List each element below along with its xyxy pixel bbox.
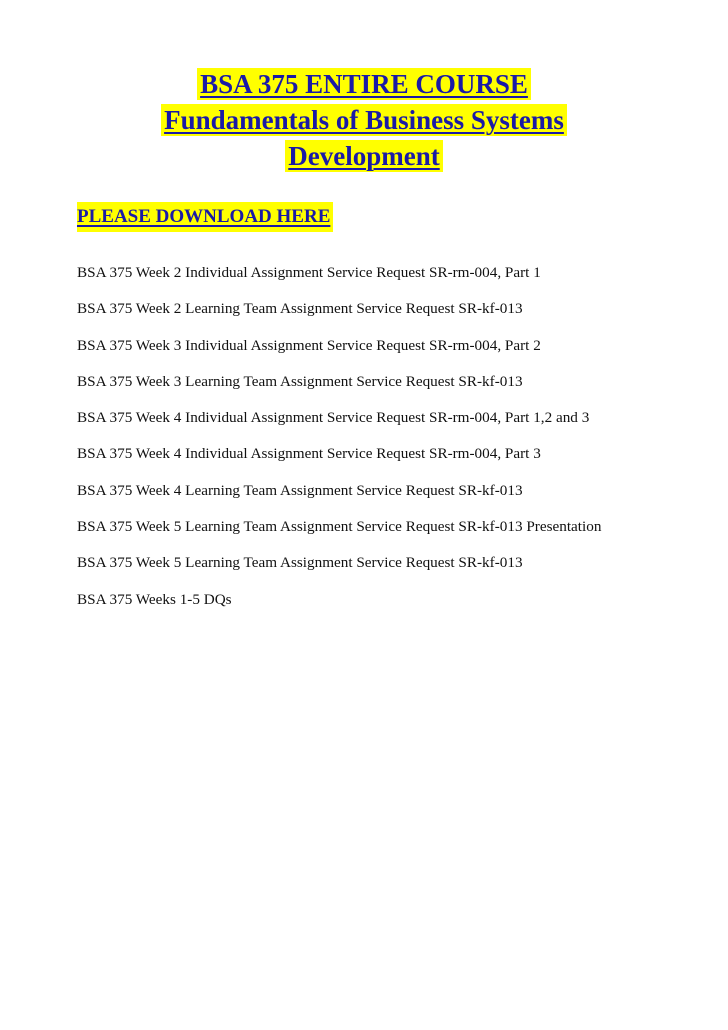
assignment-list <box>77 262 697 625</box>
title-line-3 <box>0 138 728 174</box>
title-text-2: Fundamentals of Business Systems <box>161 104 567 136</box>
title-line-1 <box>0 66 728 102</box>
document-title <box>0 66 728 174</box>
list-item: BSA 375 Week 2 Individual Assignment Service Request SR-rm-004, Part 1 <box>77 264 541 281</box>
list-item: BSA 375 Week 2 Learning Team Assignment Service Request SR-kf-013 <box>77 300 523 318</box>
title-text-1: BSA 375 ENTIRE COURSE <box>197 68 531 100</box>
list-item: BSA 375 Week 3 Individual Assignment Service Request SR-rm-004, Part 2 <box>77 336 541 354</box>
list-item: BSA 375 Week 5 Learning Team Assignment Service Request SR-kf-013 Presentation <box>77 518 602 536</box>
list-item: BSA 375 Week 5 Learning Team Assignment Service Request SR-kf-013 <box>77 554 523 572</box>
list-item: BSA 375 Weeks 1-5 DQs <box>77 590 232 608</box>
list-item: BSA 375 Week 4 Individual Assignment Service Request SR-rm-004, Part 3 <box>77 445 541 463</box>
list-item: BSA 375 Week 4 Individual Assignment Service Request SR-rm-004, Part 1,2 and 3 <box>77 409 590 427</box>
list-item: BSA 375 Week 3 Learning Team Assignment Service Request SR-kf-013 <box>77 372 523 390</box>
list-item: BSA 375 Week 4 Learning Team Assignment Service Request SR-kf-013 <box>77 481 523 499</box>
download-link[interactable]: PLEASE DOWNLOAD HERE <box>77 202 333 232</box>
title-line-2 <box>0 102 728 138</box>
title-text-3: Development <box>285 140 442 172</box>
